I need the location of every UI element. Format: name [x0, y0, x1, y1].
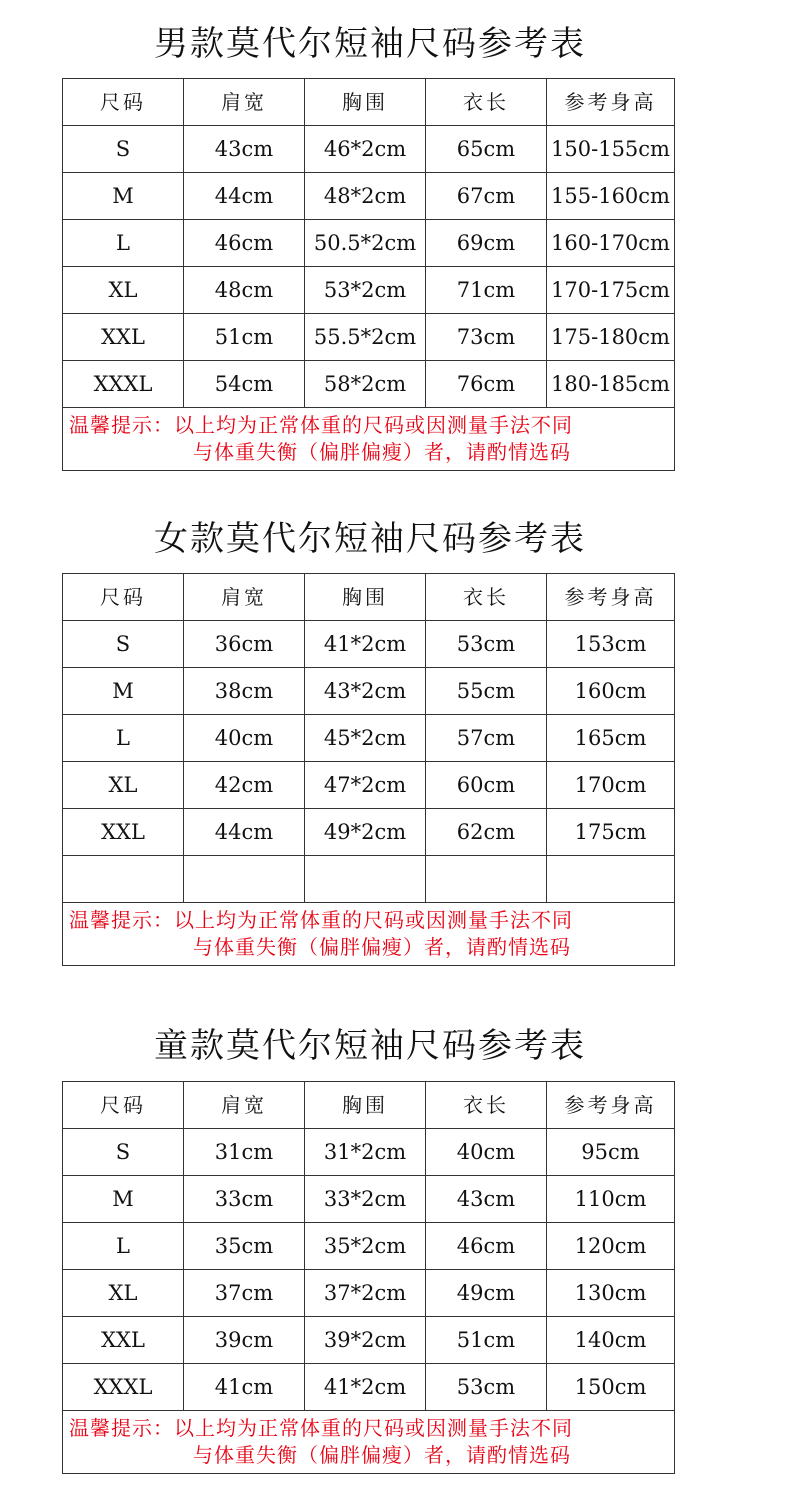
table-cell: XXXL — [63, 1364, 184, 1411]
table-cell — [63, 856, 184, 903]
table-cell: 53cm — [426, 1364, 547, 1411]
table-cell: 41cm — [184, 1364, 305, 1411]
table-row — [63, 621, 675, 668]
table-cell: 51cm — [426, 1317, 547, 1364]
table-cell: 49cm — [426, 1270, 547, 1317]
table-cell: 95cm — [547, 1129, 675, 1176]
column-header: 参考身高 — [547, 1082, 675, 1129]
table-cell: L — [63, 715, 184, 762]
column-header: 衣长 — [426, 1082, 547, 1129]
table-cell: 50.5*2cm — [305, 220, 426, 267]
table-cell: 37cm — [184, 1270, 305, 1317]
table-cell: 130cm — [547, 1270, 675, 1317]
table-cell: 155-160cm — [547, 173, 675, 220]
table-cell: 48cm — [184, 267, 305, 314]
table-cell: 140cm — [547, 1317, 675, 1364]
table-cell: 48*2cm — [305, 173, 426, 220]
table-cell: XL — [63, 1270, 184, 1317]
table-cell: 51cm — [184, 314, 305, 361]
table-cell: XXL — [63, 314, 184, 361]
table-row — [63, 1364, 675, 1411]
kids-size-table — [62, 1081, 675, 1474]
table-cell: 42cm — [184, 762, 305, 809]
table-row — [63, 267, 675, 314]
table-cell: 170cm — [547, 762, 675, 809]
table-row — [63, 668, 675, 715]
table-cell: 55.5*2cm — [305, 314, 426, 361]
size-tip-line-2: 与体重失衡（偏胖偏瘦）者，请酌情选码 — [193, 935, 571, 959]
table-row — [63, 173, 675, 220]
table-cell: 40cm — [184, 715, 305, 762]
column-header: 尺码 — [63, 574, 184, 621]
table-cell: 44cm — [184, 809, 305, 856]
table-cell: 54cm — [184, 361, 305, 408]
table-cell: XXL — [63, 809, 184, 856]
table-cell: M — [63, 1176, 184, 1223]
table-cell: 31cm — [184, 1129, 305, 1176]
table-cell: 46cm — [426, 1223, 547, 1270]
women-header-row — [63, 574, 675, 621]
column-header: 尺码 — [63, 1082, 184, 1129]
table-cell: 120cm — [547, 1223, 675, 1270]
table-cell: 170-175cm — [547, 267, 675, 314]
column-header: 参考身高 — [547, 79, 675, 126]
table-cell: 160cm — [547, 668, 675, 715]
table-cell: 43*2cm — [305, 668, 426, 715]
women-size-table — [62, 573, 675, 966]
column-header: 胸围 — [305, 1082, 426, 1129]
table-cell: 44cm — [184, 173, 305, 220]
table-cell: 35cm — [184, 1223, 305, 1270]
table-cell: 40cm — [426, 1129, 547, 1176]
table-row — [63, 1129, 675, 1176]
table-cell: L — [63, 1223, 184, 1270]
table-cell — [184, 856, 305, 903]
column-header: 肩宽 — [184, 79, 305, 126]
table-row — [63, 220, 675, 267]
table-cell: 35*2cm — [305, 1223, 426, 1270]
table-cell: XXXL — [63, 361, 184, 408]
column-header: 肩宽 — [184, 1082, 305, 1129]
table-cell: 57cm — [426, 715, 547, 762]
column-header: 尺码 — [63, 79, 184, 126]
table-cell: 67cm — [426, 173, 547, 220]
table-row — [63, 126, 675, 173]
table-cell: L — [63, 220, 184, 267]
table-cell: 58*2cm — [305, 361, 426, 408]
table-cell: 62cm — [426, 809, 547, 856]
size-tip-line-2: 与体重失衡（偏胖偏瘦）者，请酌情选码 — [193, 1443, 571, 1467]
table-cell: 46*2cm — [305, 126, 426, 173]
table-cell: 55cm — [426, 668, 547, 715]
table-cell: 46cm — [184, 220, 305, 267]
table-cell: 175cm — [547, 809, 675, 856]
men-header-row — [63, 79, 675, 126]
table-cell: 41*2cm — [305, 1364, 426, 1411]
table-cell: 45*2cm — [305, 715, 426, 762]
table-row — [63, 1317, 675, 1364]
table-cell: 153cm — [547, 621, 675, 668]
table-cell: 73cm — [426, 314, 547, 361]
table-cell: 53*2cm — [305, 267, 426, 314]
men-table-title: 男款莫代尔短袖尺码参考表 — [154, 24, 586, 64]
kids-table-title: 童款莫代尔短袖尺码参考表 — [154, 1026, 586, 1066]
table-cell: 69cm — [426, 220, 547, 267]
size-tip-note — [63, 903, 675, 966]
column-header: 胸围 — [305, 79, 426, 126]
size-tip-note — [63, 1411, 675, 1474]
men-size-table — [62, 78, 675, 471]
table-cell: 76cm — [426, 361, 547, 408]
size-tip-note — [63, 408, 675, 471]
kids-header-row — [63, 1082, 675, 1129]
table-cell: 49*2cm — [305, 809, 426, 856]
table-row — [63, 1176, 675, 1223]
women-note-row — [63, 903, 675, 966]
table-row — [63, 762, 675, 809]
table-cell: 160-170cm — [547, 220, 675, 267]
table-cell: 38cm — [184, 668, 305, 715]
table-row — [63, 1270, 675, 1317]
table-cell: 43cm — [184, 126, 305, 173]
table-cell — [547, 856, 675, 903]
table-cell — [426, 856, 547, 903]
table-cell: 175-180cm — [547, 314, 675, 361]
kids-note-row — [63, 1411, 675, 1474]
table-cell: 41*2cm — [305, 621, 426, 668]
men-note-row — [63, 408, 675, 471]
table-cell: 53cm — [426, 621, 547, 668]
column-header: 肩宽 — [184, 574, 305, 621]
column-header: 衣长 — [426, 79, 547, 126]
table-cell: 65cm — [426, 126, 547, 173]
size-tip-line-1: 温馨提示：以上均为正常体重的尺码或因测量手法不同 — [69, 413, 573, 437]
table-row — [63, 361, 675, 408]
table-cell — [305, 856, 426, 903]
table-cell: S — [63, 621, 184, 668]
table-cell: 71cm — [426, 267, 547, 314]
table-row — [63, 314, 675, 361]
table-row — [63, 715, 675, 762]
table-cell: 36cm — [184, 621, 305, 668]
table-cell: 150cm — [547, 1364, 675, 1411]
table-cell: S — [63, 126, 184, 173]
table-cell: 110cm — [547, 1176, 675, 1223]
column-header: 衣长 — [426, 574, 547, 621]
table-cell: 37*2cm — [305, 1270, 426, 1317]
table-cell: 165cm — [547, 715, 675, 762]
table-cell: 39cm — [184, 1317, 305, 1364]
table-cell: XXL — [63, 1317, 184, 1364]
table-cell: 60cm — [426, 762, 547, 809]
table-cell: 33*2cm — [305, 1176, 426, 1223]
table-cell: 150-155cm — [547, 126, 675, 173]
table-row — [63, 1223, 675, 1270]
table-row — [63, 856, 675, 903]
table-cell: M — [63, 173, 184, 220]
table-cell: 33cm — [184, 1176, 305, 1223]
size-tip-line-1: 温馨提示：以上均为正常体重的尺码或因测量手法不同 — [69, 1416, 573, 1440]
table-cell: XL — [63, 267, 184, 314]
table-cell: 180-185cm — [547, 361, 675, 408]
size-tip-line-1: 温馨提示：以上均为正常体重的尺码或因测量手法不同 — [69, 908, 573, 932]
column-header: 参考身高 — [547, 574, 675, 621]
table-cell: 39*2cm — [305, 1317, 426, 1364]
column-header: 胸围 — [305, 574, 426, 621]
table-cell: S — [63, 1129, 184, 1176]
table-cell: 31*2cm — [305, 1129, 426, 1176]
table-row — [63, 809, 675, 856]
table-cell: XL — [63, 762, 184, 809]
women-table-title: 女款莫代尔短袖尺码参考表 — [154, 519, 586, 559]
table-cell: 43cm — [426, 1176, 547, 1223]
table-cell: 47*2cm — [305, 762, 426, 809]
size-tip-line-2: 与体重失衡（偏胖偏瘦）者，请酌情选码 — [193, 440, 571, 464]
table-cell: M — [63, 668, 184, 715]
